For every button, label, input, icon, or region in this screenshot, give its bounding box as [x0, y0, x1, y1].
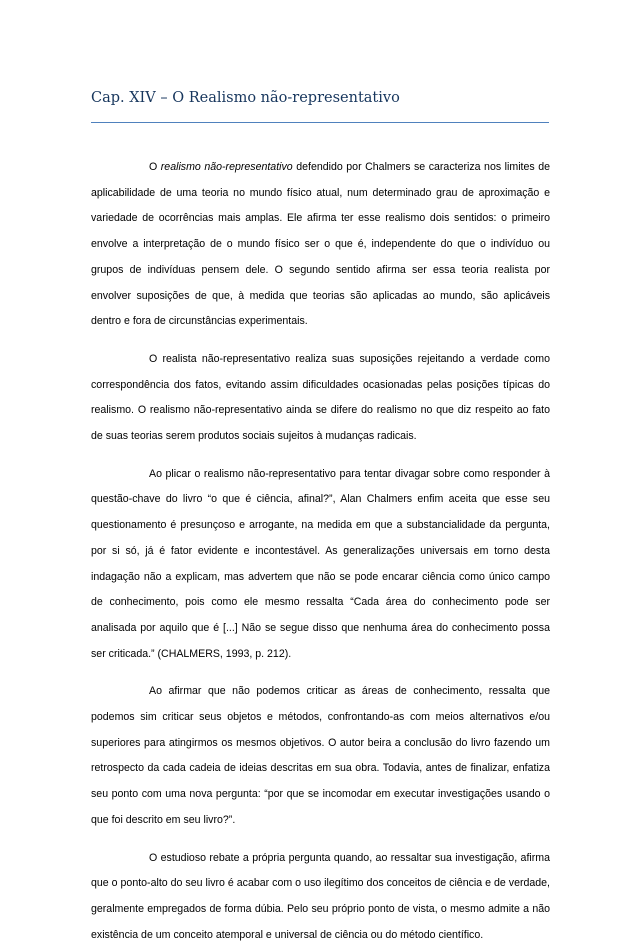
paragraph-1-text: defendido por Chalmers se caracteriza nos limites de aplicabilidade de uma teoria no mundo físico atual, num determinado grau de aproximação e variedade de ocorrências mais amplas. Ele afirma ter esse realismo dois sentidos: o primeiro envolve a interpretação de o mundo físico ser o que é, independente do que o indivíduo ou grupos de indivíduas pensem dele. O segundo sentido afirma ser essa teoria realista por envolver suposições de que, à medida que teorias são aplicadas ao mundo, são aplicáveis dentro e fora de circunstâncias experimentais.: [91, 161, 551, 328]
paragraph-4: Ao afirmar que não podemos criticar as áreas de conhecimento, ressalta que podemos sim criticar seus objetos e métodos, confrontando-as com meios alternativos e/ou superiores para atingirmos os mesmos objetivos. O autor beira a conclusão do livro fazendo um retrospecto da cada cadeia de ideias descritas em sua obra. Todavia, antes de finalizar, enfatiza seu ponto com uma nova pergunta: “por que se incomodar em executar investigações usando o que foi descrito em seu livro?”.: [91, 685, 550, 826]
title-underline: [91, 122, 549, 123]
paragraph-2: O realista não-representativo realiza suas suposições rejeitando a verdade como correspondência dos fatos, evitando assim dificuldades ocasionadas pelas posições típicas do realismo. O realismo não-representativo ainda se difere do realismo no que diz respeito ao fato de suas teorias serem produtos sociais sujeitos à mudanças radicais.: [91, 352, 550, 443]
paragraph-3: Ao plicar o realismo não-representativo para tentar divagar sobre como responder à questão-chave do livro “o que é ciência, afinal?”, Alan Chalmers enfim aceita que esse seu questionamento é presunçoso e arrogante, na medida em que a substancialidade da pergunta, por si só, já é fator evidente e incontestável. As generalizações universais em torno desta indagação não a explicam, mas advertem que não se pode encarar ciência como único campo de conhecimento, pois como ele mesmo ressalta “Cada área do conhecimento pode ser analisada por aquilo que é [...] Não se segue disso que nenhuma área do conhecimento possa ser criticada.” (CHALMERS, 1993, p. 212).: [91, 467, 550, 660]
paragraph-5: O estudioso rebate a própria pergunta quando, ao ressaltar sua investigação, afirma que o ponto-alto do seu livro é acabar com o uso ilegítimo dos conceitos de ciência e de verdade, geralmente empregados de forma dúbia. Pelo seu próprio ponto de vista, o mesmo admite a não existência de um conceito atemporal e universal de ciência ou do método científico.: [91, 851, 550, 941]
paragraph-1-emphasis: realismo não-representativo: [160, 161, 293, 173]
paragraph-1: [91, 155, 550, 335]
document-body: [91, 155, 550, 948]
paragraph-1-lead: O: [149, 161, 161, 173]
chapter-title: Cap. XIV – O Realismo não-representativo: [91, 90, 400, 106]
